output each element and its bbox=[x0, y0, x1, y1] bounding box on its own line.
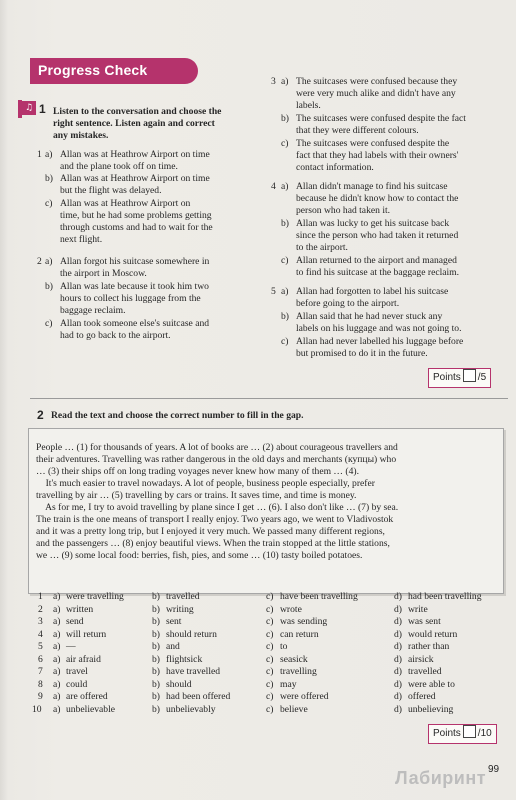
answer-option-a: — bbox=[66, 641, 76, 652]
answer-option-letter: d) bbox=[394, 641, 402, 652]
answer-option-c: travelling bbox=[280, 666, 317, 677]
answer-option-d: offered bbox=[408, 691, 436, 702]
option-letter: c) bbox=[281, 255, 289, 266]
option-letter: c) bbox=[45, 198, 53, 209]
option-text: The suitcases were confused despite the fact bbox=[296, 113, 466, 124]
option-letter: a) bbox=[45, 256, 53, 267]
option-letter: c) bbox=[281, 336, 289, 347]
answer-option-letter: a) bbox=[53, 666, 61, 677]
answer-option-letter: c) bbox=[266, 678, 274, 690]
option-letter: b) bbox=[281, 311, 289, 322]
score-input-box[interactable] bbox=[463, 725, 476, 738]
option-text: Allan had forgotten to label his suitcase bbox=[296, 286, 449, 297]
answer-option-c: to bbox=[280, 641, 288, 652]
option-letter: a) bbox=[281, 76, 289, 87]
answer-option-letter: b) bbox=[152, 641, 160, 652]
answer-option-d: had been travelling bbox=[408, 591, 482, 602]
section1-instruction-line: Listen to the conversation and choose the bbox=[53, 106, 222, 117]
points-label: Points bbox=[433, 728, 461, 739]
answer-number: 5 bbox=[38, 641, 43, 652]
answer-option-d: was sent bbox=[408, 616, 441, 627]
option-letter: b) bbox=[45, 281, 53, 292]
answer-option-letter: b) bbox=[152, 703, 160, 715]
answer-option-b: and bbox=[166, 641, 180, 652]
option-text: Allan didn't manage to find his suitcase bbox=[296, 181, 448, 192]
answer-option-b: had been offered bbox=[166, 691, 231, 702]
option-text: hours to collect his luggage from the bbox=[60, 293, 201, 304]
option-text: to the airport. bbox=[296, 242, 348, 253]
answer-option-letter: d) bbox=[394, 703, 402, 715]
answer-option-b: should return bbox=[166, 628, 217, 640]
answer-option-letter: c) bbox=[266, 603, 274, 615]
answer-option-d: were able to bbox=[408, 678, 455, 690]
answer-option-a: air afraid bbox=[66, 653, 101, 665]
answer-option-letter: c) bbox=[266, 628, 274, 640]
option-text: the airport in Moscow. bbox=[60, 268, 147, 279]
answer-option-d: write bbox=[408, 603, 428, 615]
option-text: were very much alike and didn't have any bbox=[296, 88, 456, 99]
answer-number: 10 bbox=[32, 703, 42, 715]
item-number: 4 bbox=[271, 181, 276, 192]
answer-option-letter: d) bbox=[394, 678, 402, 690]
answer-option-letter: b) bbox=[152, 603, 160, 615]
text-line: … (3) their ships off on long trading voyages never knew how many of them … (4). bbox=[36, 466, 360, 477]
page-title: Progress Check bbox=[38, 62, 148, 78]
answer-option-c: have been travelling bbox=[280, 591, 358, 602]
option-text: since the person who had taken it returned bbox=[296, 230, 459, 241]
answer-option-letter: b) bbox=[152, 691, 160, 702]
answer-option-letter: d) bbox=[394, 653, 402, 665]
answer-option-letter: d) bbox=[394, 616, 402, 627]
answer-option-letter: b) bbox=[152, 678, 160, 690]
points-total: /5 bbox=[477, 372, 487, 383]
option-text: that they were different colours. bbox=[296, 125, 419, 136]
section1-instruction-line: right sentence. Listen again and correct bbox=[53, 118, 215, 129]
answer-option-a: travel bbox=[66, 666, 88, 677]
option-text: The suitcases were confused because they bbox=[296, 76, 458, 87]
answer-number: 2 bbox=[38, 603, 43, 615]
option-text: labels on his luggage and was not going to. bbox=[296, 323, 462, 334]
score-input-box[interactable] bbox=[463, 369, 476, 382]
answer-option-letter: c) bbox=[266, 703, 274, 715]
answer-option-c: wrote bbox=[280, 603, 302, 615]
section-divider bbox=[30, 398, 508, 399]
text-line: and the passengers … (8) enjoy beautiful views. When the train stopped at the little stations, bbox=[36, 538, 390, 549]
answer-option-letter: a) bbox=[53, 691, 61, 702]
answer-option-a: send bbox=[66, 616, 84, 627]
text-line: their adventures. Travelling was rather dangerous in the old days and merchants (купцы) who bbox=[36, 454, 397, 465]
points-box-section2 bbox=[428, 724, 497, 744]
answer-option-b: unbelievably bbox=[166, 703, 216, 715]
option-text: Allan was at Heathrow Airport on time bbox=[60, 173, 210, 184]
option-text: baggage reclaim. bbox=[60, 305, 126, 316]
answer-option-letter: d) bbox=[394, 603, 402, 615]
answer-option-letter: b) bbox=[152, 628, 160, 640]
text-line: People … (1) for thousands of years. A lot of books are … (2) about courageous travellers and bbox=[36, 442, 398, 453]
option-letter: a) bbox=[281, 181, 289, 192]
option-text: Allan had never labelled his luggage before bbox=[296, 336, 464, 347]
answer-option-a: could bbox=[66, 678, 88, 690]
option-letter: b) bbox=[281, 113, 289, 124]
text-line: The train is the one means of transport I really enjoy. Two years ago, we went to Vladivostok bbox=[36, 514, 394, 525]
option-text: Allan returned to the airport and managed bbox=[296, 255, 457, 266]
answer-option-d: travelled bbox=[408, 666, 442, 677]
section2-instruction: Read the text and choose the correct number to fill in the gap. bbox=[51, 410, 304, 421]
section1-number: 1 bbox=[39, 102, 46, 116]
answer-option-c: may bbox=[280, 678, 297, 690]
item-number: 3 bbox=[271, 76, 276, 87]
option-text: next flight. bbox=[60, 234, 103, 245]
answer-option-letter: a) bbox=[53, 591, 61, 602]
answer-option-letter: b) bbox=[152, 666, 160, 677]
option-text: to find his suitcase at the baggage reclaim. bbox=[296, 267, 460, 278]
points-box-section1 bbox=[428, 368, 491, 388]
option-text: The suitcases were confused despite the bbox=[296, 138, 450, 149]
answer-option-letter: a) bbox=[53, 653, 61, 665]
answer-option-letter: c) bbox=[266, 666, 274, 677]
answer-option-letter: b) bbox=[152, 616, 160, 627]
text-line: travelling by air … (5) travelling by cars or trains. It saves time, and time is money. bbox=[36, 490, 357, 501]
audio-icon: ♫ bbox=[22, 101, 36, 115]
answer-number: 1 bbox=[38, 591, 43, 602]
answer-option-letter: c) bbox=[266, 616, 274, 627]
answer-option-d: unbelieving bbox=[408, 703, 454, 715]
option-letter: c) bbox=[45, 318, 53, 329]
answer-option-letter: d) bbox=[394, 666, 402, 677]
answer-option-letter: b) bbox=[152, 653, 160, 665]
option-text: Allan was at Heathrow Airport on bbox=[60, 198, 191, 209]
option-text: Allan was lucky to get his suitcase back bbox=[296, 218, 450, 229]
option-text: person who had taken it. bbox=[296, 205, 391, 216]
answer-option-c: believe bbox=[280, 703, 308, 715]
answer-option-a: written bbox=[66, 603, 94, 615]
option-text: Allan took someone else's suitcase and bbox=[60, 318, 210, 329]
answer-option-b: flightsick bbox=[166, 653, 203, 665]
option-text: because he didn't know how to contact the bbox=[296, 193, 459, 204]
answer-option-b: should bbox=[166, 678, 192, 690]
answer-option-letter: a) bbox=[53, 641, 61, 652]
option-text: but the flight was delayed. bbox=[60, 185, 162, 196]
item-number: 1 bbox=[37, 149, 42, 160]
answer-option-letter: a) bbox=[53, 703, 61, 715]
answer-option-b: writing bbox=[166, 603, 194, 615]
answer-option-c: seasick bbox=[280, 653, 308, 665]
item-number: 5 bbox=[271, 286, 276, 297]
answer-option-letter: c) bbox=[266, 641, 274, 652]
option-text: fact that they had labels with their owners' bbox=[296, 150, 459, 161]
option-text: time, but he had some problems getting bbox=[60, 210, 212, 221]
option-letter: a) bbox=[281, 286, 289, 297]
option-text: Allan was at Heathrow Airport on time bbox=[60, 149, 210, 160]
option-text: through customs and had to wait for the bbox=[60, 222, 213, 233]
points-total: /10 bbox=[477, 728, 492, 739]
option-letter: b) bbox=[281, 218, 289, 229]
answer-option-letter: a) bbox=[53, 616, 61, 627]
option-text: labels. bbox=[296, 100, 321, 111]
answer-option-b: have travelled bbox=[166, 666, 221, 677]
text-line: As for me, I try to avoid travelling by plane since I get … (6). I also don't like … (7) by sea. bbox=[36, 502, 399, 513]
points-label: Points bbox=[433, 372, 461, 383]
page-number: 99 bbox=[488, 764, 500, 775]
option-text: had to go back to the airport. bbox=[60, 330, 171, 341]
watermark-logo: Лабиринт bbox=[395, 768, 487, 788]
answer-option-letter: c) bbox=[266, 653, 274, 665]
answer-option-b: sent bbox=[166, 616, 182, 627]
answer-option-a: will return bbox=[66, 628, 107, 640]
answer-option-letter: c) bbox=[266, 591, 274, 602]
item-number: 2 bbox=[37, 256, 42, 267]
option-text: but promised to do it in the future. bbox=[296, 348, 428, 359]
answer-option-b: travelled bbox=[166, 591, 200, 602]
answer-option-letter: a) bbox=[53, 603, 61, 615]
option-letter: b) bbox=[45, 173, 53, 184]
answer-option-d: airsick bbox=[408, 653, 434, 665]
answer-option-letter: d) bbox=[394, 628, 402, 640]
answer-number: 4 bbox=[38, 628, 43, 640]
answer-number: 8 bbox=[38, 678, 43, 690]
option-text: contact information. bbox=[296, 162, 374, 173]
text-line: and it was a pretty long trip, but I enjoyed it very much. We passed many different regions, bbox=[36, 526, 385, 537]
answer-number: 6 bbox=[38, 653, 43, 665]
answer-number: 9 bbox=[38, 691, 43, 702]
answer-option-d: would return bbox=[408, 628, 458, 640]
answer-option-letter: a) bbox=[53, 678, 61, 690]
answer-option-letter: d) bbox=[394, 691, 402, 702]
section1-instruction-line: any mistakes. bbox=[53, 130, 109, 141]
answer-option-letter: b) bbox=[152, 591, 160, 602]
option-text: Allan was late because it took him two bbox=[60, 281, 209, 292]
answer-number: 7 bbox=[38, 666, 43, 677]
answer-number: 3 bbox=[38, 616, 43, 627]
answer-option-letter: a) bbox=[53, 628, 61, 640]
answer-option-a: were travelling bbox=[66, 591, 124, 602]
option-text: Allan said that he had never stuck any bbox=[296, 311, 443, 322]
answer-option-a: unbelievable bbox=[66, 703, 116, 715]
answer-option-letter: d) bbox=[394, 591, 402, 602]
answer-option-a: are offered bbox=[66, 691, 108, 702]
text-line: It's much easier to travel nowadays. A lot of people, business people especially, prefer bbox=[36, 478, 375, 489]
answer-option-d: rather than bbox=[408, 641, 450, 652]
answer-option-c: were offered bbox=[280, 691, 329, 702]
option-text: Allan forgot his suitcase somewhere in bbox=[60, 256, 210, 267]
section2-number: 2 bbox=[37, 408, 44, 422]
option-text: before going to the airport. bbox=[296, 298, 400, 309]
answer-option-c: was sending bbox=[280, 616, 328, 627]
answer-option-letter: c) bbox=[266, 691, 274, 702]
option-letter: a) bbox=[45, 149, 53, 160]
option-text: and the plane took off on time. bbox=[60, 161, 178, 172]
answer-option-c: can return bbox=[280, 628, 319, 640]
text-line: we … (9) some local food: berries, fish, pies, and some … (10) tasty boiled potatoes. bbox=[36, 550, 363, 561]
option-letter: c) bbox=[281, 138, 289, 149]
